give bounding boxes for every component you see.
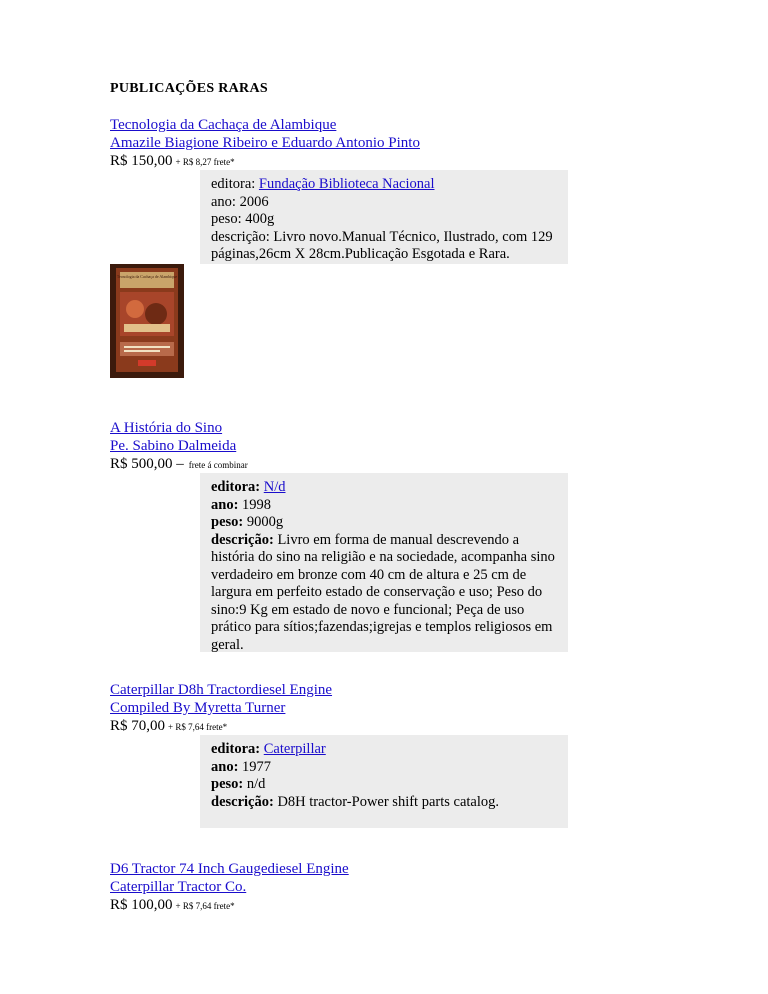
publisher-link[interactable]: Fundação Biblioteca Nacional — [258, 176, 435, 192]
item-author-link[interactable]: Caterpillar Tractor Co. — [110, 879, 247, 895]
year-label: ano: — [211, 496, 243, 513]
listing-item-3 — [110, 681, 332, 736]
item-title-link[interactable]: Caterpillar D8h Tractordiesel Engine — [110, 682, 333, 698]
listing-item-2 — [110, 419, 248, 474]
weight-label: peso: — [211, 211, 246, 227]
item-freight: + R$ 7,64 frete* — [175, 901, 235, 911]
page-heading: PUBLICAÇÕES RARAS — [110, 81, 268, 96]
publisher-link[interactable]: Caterpillar — [263, 741, 326, 757]
publisher-label: editora: — [211, 479, 264, 495]
weight-value: 400g — [245, 211, 275, 227]
weight-value: 9000g — [246, 514, 284, 530]
year-value: 1977 — [242, 758, 272, 775]
listing-item-1 — [110, 116, 420, 171]
item-details-panel — [200, 735, 568, 828]
description-value: D8H tractor-Power shift parts catalog. — [277, 793, 500, 810]
item-details-panel — [200, 473, 568, 652]
publisher-label: editora: — [211, 741, 264, 757]
item-author-link[interactable]: Amazile Biagione Ribeiro e Eduardo Antonio Pinto — [110, 135, 420, 151]
weight-value: n/d — [246, 776, 266, 792]
publisher-label: editora: — [211, 176, 259, 192]
year-label: ano: — [211, 193, 240, 210]
year-label: ano: — [211, 758, 243, 775]
item-price: R$ 70,00 — [110, 718, 166, 734]
weight-label: peso: — [211, 776, 247, 792]
item-title-link[interactable]: A História do Sino — [110, 420, 223, 436]
description-label: descrição: — [211, 531, 278, 548]
item-title-link[interactable]: D6 Tractor 74 Inch Gaugediesel Engine — [110, 861, 349, 877]
description-label: descrição: — [211, 228, 274, 245]
item-freight: + R$ 8,27 frete* — [175, 157, 235, 167]
description-value: Livro novo.Manual Técnico, Ilustrado, com 129 páginas,26cm X 28cm.Publicação Esgotada e Rara. — [211, 228, 553, 262]
item-price: R$ 150,00 — [110, 153, 173, 169]
description-label: descrição: — [211, 793, 278, 810]
item-title-link[interactable]: Tecnologia da Cachaça de Alambique — [110, 117, 337, 133]
item-freight: frete á combinar — [188, 460, 248, 470]
year-value: 2006 — [239, 193, 269, 210]
item-author-link[interactable]: Pe. Sabino Dalmeida — [110, 438, 237, 454]
item-freight: + R$ 7,64 frete* — [168, 722, 228, 732]
weight-label: peso: — [211, 514, 247, 530]
year-value: 1998 — [242, 496, 272, 513]
item-details-panel — [200, 170, 568, 264]
item-price: R$ 500,00 — [110, 456, 173, 472]
item-price: R$ 100,00 — [110, 897, 173, 913]
item-author-link[interactable]: Compiled By Myretta Turner — [110, 700, 286, 716]
price-dash: – — [176, 456, 184, 472]
cover-title-line: Tecnologia da Cachaça de Alambique — [116, 274, 178, 279]
description-value: Livro em forma de manual descrevendo a história do sino na religião e na sociedade, acompanha sino verdadeiro em bronze com 40 cm de altura e 25 cm de largura em perfeito estado de conservação e uso; Peso do sino:9 Kg em estado de novo e funcional; Peça de uso prático para sítios;fazendas;igrejas e templos religiosos em geral. — [211, 531, 555, 653]
publisher-link[interactable]: N/d — [263, 479, 286, 495]
book-cover-image[interactable] — [110, 264, 184, 378]
book-cover-icon — [110, 264, 184, 378]
listing-item-4 — [110, 860, 349, 915]
